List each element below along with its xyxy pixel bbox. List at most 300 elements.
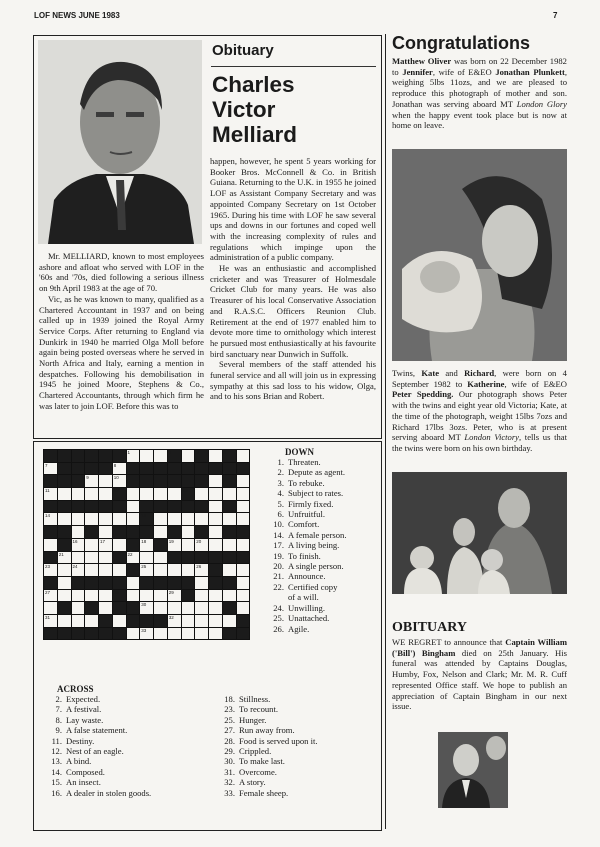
clue bbox=[219, 777, 318, 787]
answer-cell[interactable] bbox=[112, 538, 126, 551]
answer-cell[interactable] bbox=[57, 576, 71, 589]
answer-cell[interactable] bbox=[99, 589, 113, 602]
answer-cell[interactable] bbox=[71, 538, 85, 551]
bingham-photo bbox=[438, 732, 508, 808]
obituary-label: Obituary bbox=[212, 42, 274, 59]
answer-cell[interactable] bbox=[167, 488, 181, 501]
answer-cell[interactable] bbox=[209, 450, 223, 463]
answer-cell[interactable] bbox=[112, 462, 126, 475]
clue bbox=[268, 561, 346, 571]
black-square bbox=[209, 462, 223, 475]
answer-cell[interactable] bbox=[236, 564, 250, 577]
answer-cell[interactable] bbox=[99, 488, 113, 501]
clue bbox=[219, 704, 318, 714]
answer-cell[interactable] bbox=[154, 488, 168, 501]
answer-cell[interactable] bbox=[99, 551, 113, 564]
answer-cell[interactable] bbox=[222, 564, 236, 577]
answer-cell[interactable] bbox=[236, 488, 250, 501]
answer-cell[interactable] bbox=[57, 488, 71, 501]
twin-name: Kate bbox=[421, 368, 440, 378]
answer-cell[interactable] bbox=[181, 450, 195, 463]
black-square bbox=[181, 500, 195, 513]
black-square bbox=[236, 526, 250, 539]
clue bbox=[268, 613, 346, 623]
black-square bbox=[236, 627, 250, 640]
cell-number: 28 bbox=[113, 589, 119, 595]
answer-cell[interactable] bbox=[99, 564, 113, 577]
black-square bbox=[154, 614, 168, 627]
answer-cell[interactable] bbox=[44, 589, 58, 602]
answer-cell[interactable] bbox=[71, 551, 85, 564]
clue-number: 6. bbox=[277, 509, 284, 520]
answer-cell[interactable] bbox=[126, 551, 140, 564]
clue-text: An insect. bbox=[66, 777, 101, 788]
clue bbox=[268, 592, 346, 602]
down-clues bbox=[268, 457, 346, 634]
clue-number: 13. bbox=[51, 756, 62, 767]
text-run: died on 25th January. His funeral was attended by Captains Douglas, Humby, Fox, Nelson and Clark; Mr. M. R. Cuff represented Office staff. We hope to publish an appreciation of Captain Bingham in our next issue. bbox=[392, 647, 567, 712]
black-square bbox=[181, 576, 195, 589]
across-clues-1 bbox=[46, 694, 151, 798]
text-run: was born on 22 December 1982 to bbox=[392, 56, 567, 77]
clue-number: 11. bbox=[51, 735, 62, 746]
answer-cell[interactable] bbox=[85, 551, 99, 564]
black-square bbox=[85, 627, 99, 640]
answer-cell[interactable] bbox=[154, 627, 168, 640]
father-name: Jonathan Plunkett bbox=[495, 66, 565, 77]
clue-number: 4. bbox=[277, 488, 284, 499]
cell-number: 26 bbox=[196, 564, 202, 570]
clue bbox=[268, 551, 346, 561]
clue bbox=[219, 725, 318, 735]
answer-cell[interactable] bbox=[209, 602, 223, 615]
black-square bbox=[222, 500, 236, 513]
clue bbox=[219, 746, 318, 756]
name-line-3: Melliard bbox=[212, 122, 298, 147]
obituary-paragraph: Vic, as he was known to many, qualified as a Chartered Accountant in 1937 and on being called up in 1939 joined the Royal Army Service Corps. After returning to England via Dunkirk in 1940 he married Olga Moll before again being posted overseas where he served in North Africa and Italy, earning a mention in despatches. Following his demobilisation in 1945 he joined Moore, Stephens & Co., Chartered Accountants, through which firm he was later to join LOF. Before this was to bbox=[39, 293, 204, 411]
answer-cell[interactable] bbox=[126, 589, 140, 602]
answer-cell[interactable] bbox=[44, 462, 58, 475]
answer-cell[interactable] bbox=[181, 513, 195, 526]
clue-number: 23. bbox=[224, 704, 235, 715]
answer-cell[interactable] bbox=[44, 488, 58, 501]
cell-number: 29 bbox=[168, 589, 174, 595]
black-square bbox=[57, 475, 71, 488]
text-run: , wife of E&EO bbox=[504, 378, 567, 389]
portrait-photo bbox=[38, 40, 202, 244]
answer-cell[interactable] bbox=[140, 488, 154, 501]
answer-cell[interactable] bbox=[154, 450, 168, 463]
black-square bbox=[167, 450, 181, 463]
answer-cell[interactable] bbox=[209, 475, 223, 488]
answer-cell[interactable] bbox=[222, 614, 236, 627]
answer-cell[interactable] bbox=[154, 551, 168, 564]
answer-cell[interactable] bbox=[195, 564, 209, 577]
black-square bbox=[112, 526, 126, 539]
answer-cell[interactable] bbox=[71, 564, 85, 577]
black-square bbox=[99, 627, 113, 640]
answer-cell[interactable] bbox=[209, 488, 223, 501]
black-square bbox=[236, 462, 250, 475]
black-square bbox=[57, 526, 71, 539]
name-line-2: Victor bbox=[212, 97, 276, 122]
answer-cell[interactable] bbox=[85, 475, 99, 488]
black-square bbox=[167, 462, 181, 475]
text-run: , tells us that the twins were born on his own birthday. bbox=[392, 432, 567, 453]
answer-cell[interactable] bbox=[167, 538, 181, 551]
black-square bbox=[140, 462, 154, 475]
answer-cell[interactable] bbox=[236, 576, 250, 589]
clue bbox=[268, 499, 346, 509]
black-square bbox=[154, 538, 168, 551]
cell-number: 27 bbox=[45, 589, 51, 595]
answer-cell[interactable] bbox=[126, 488, 140, 501]
black-square bbox=[154, 475, 168, 488]
cell-number: 32 bbox=[168, 614, 174, 620]
cell-number: 9 bbox=[86, 475, 89, 481]
answer-cell[interactable] bbox=[140, 589, 154, 602]
black-square bbox=[167, 526, 181, 539]
black-square bbox=[140, 475, 154, 488]
answer-cell[interactable] bbox=[99, 602, 113, 615]
black-square bbox=[140, 576, 154, 589]
answer-cell[interactable] bbox=[181, 538, 195, 551]
answer-cell[interactable] bbox=[126, 500, 140, 513]
clue-text: Destiny. bbox=[66, 735, 95, 746]
clue-text: Food is served upon it. bbox=[239, 735, 318, 746]
black-square bbox=[85, 462, 99, 475]
clue-number: 22. bbox=[273, 581, 284, 592]
black-square bbox=[195, 450, 209, 463]
clue-text: A story. bbox=[239, 777, 266, 788]
clue bbox=[219, 715, 318, 725]
cell-number: 24 bbox=[72, 564, 78, 570]
answer-cell[interactable] bbox=[181, 614, 195, 627]
black-square bbox=[71, 627, 85, 640]
clue-text: To recount. bbox=[239, 704, 279, 715]
clue-number: 8. bbox=[55, 714, 62, 725]
twin-name: Richard bbox=[464, 368, 495, 378]
answer-cell[interactable] bbox=[85, 564, 99, 577]
answer-cell[interactable] bbox=[140, 551, 154, 564]
baby-name: Matthew Oliver bbox=[392, 56, 452, 66]
answer-cell[interactable] bbox=[44, 614, 58, 627]
answer-cell[interactable] bbox=[195, 488, 209, 501]
answer-cell[interactable] bbox=[236, 513, 250, 526]
clue-text: Expected. bbox=[66, 694, 101, 704]
answer-cell[interactable] bbox=[126, 576, 140, 589]
black-square bbox=[85, 500, 99, 513]
bingham-obituary-title: OBITUARY bbox=[392, 620, 467, 635]
clue bbox=[219, 736, 318, 746]
father-name: Peter Spedding. bbox=[392, 389, 454, 400]
obituary-column-1 bbox=[39, 251, 204, 412]
answer-cell[interactable] bbox=[112, 513, 126, 526]
clue bbox=[268, 478, 346, 488]
answer-cell[interactable] bbox=[236, 589, 250, 602]
answer-cell[interactable] bbox=[57, 564, 71, 577]
black-square bbox=[57, 627, 71, 640]
clue-number: 20. bbox=[273, 561, 284, 572]
answer-cell[interactable] bbox=[236, 500, 250, 513]
answer-cell[interactable] bbox=[154, 589, 168, 602]
answer-cell[interactable] bbox=[112, 564, 126, 577]
clue-text: Firmly fixed. bbox=[288, 498, 334, 509]
answer-cell[interactable] bbox=[57, 589, 71, 602]
answer-cell[interactable] bbox=[195, 576, 209, 589]
cell-number: 2 bbox=[168, 450, 172, 455]
across-clues-2 bbox=[219, 694, 318, 798]
answer-cell[interactable] bbox=[154, 564, 168, 577]
answer-cell[interactable] bbox=[112, 475, 126, 488]
clue-text: Certified copy bbox=[288, 581, 338, 592]
answer-cell[interactable] bbox=[99, 538, 113, 551]
answer-cell[interactable] bbox=[154, 526, 168, 539]
answer-cell[interactable] bbox=[167, 513, 181, 526]
answer-cell[interactable] bbox=[209, 500, 223, 513]
congratulations-item-2 bbox=[392, 368, 567, 454]
clue-text: A female person. bbox=[288, 529, 347, 540]
black-square bbox=[57, 500, 71, 513]
clue-number: 31. bbox=[224, 766, 235, 777]
ship-name: London Victory bbox=[464, 432, 519, 443]
answer-cell[interactable] bbox=[222, 488, 236, 501]
clue-text: Hunger. bbox=[239, 714, 267, 725]
answer-cell[interactable] bbox=[222, 538, 236, 551]
answer-cell[interactable] bbox=[154, 513, 168, 526]
clue-number: 25. bbox=[273, 613, 284, 624]
answer-cell[interactable] bbox=[195, 627, 209, 640]
cell-number: 21 bbox=[58, 551, 64, 557]
answer-cell[interactable] bbox=[71, 488, 85, 501]
answer-cell[interactable] bbox=[236, 475, 250, 488]
answer-cell[interactable] bbox=[195, 614, 209, 627]
ship-name: London Glory bbox=[516, 98, 567, 109]
column-divider bbox=[385, 34, 386, 829]
crossword-grid bbox=[43, 449, 250, 640]
clue-text: Threaten. bbox=[288, 457, 321, 467]
answer-cell[interactable] bbox=[85, 614, 99, 627]
clue bbox=[219, 767, 318, 777]
answer-cell[interactable] bbox=[167, 614, 181, 627]
answer-cell[interactable] bbox=[112, 614, 126, 627]
black-square bbox=[195, 551, 209, 564]
answer-cell[interactable] bbox=[222, 589, 236, 602]
text-run: Twins, bbox=[392, 368, 422, 378]
black-square bbox=[126, 614, 140, 627]
answer-cell[interactable] bbox=[181, 602, 195, 615]
answer-cell[interactable] bbox=[140, 602, 154, 615]
text-run: and bbox=[439, 368, 465, 378]
answer-cell[interactable] bbox=[167, 589, 181, 602]
black-square bbox=[195, 500, 209, 513]
answer-cell[interactable] bbox=[195, 589, 209, 602]
answer-cell[interactable] bbox=[57, 551, 71, 564]
answer-cell[interactable] bbox=[57, 614, 71, 627]
black-square bbox=[44, 526, 58, 539]
answer-cell[interactable] bbox=[71, 589, 85, 602]
answer-cell[interactable] bbox=[181, 564, 195, 577]
black-square bbox=[112, 450, 126, 463]
answer-cell[interactable] bbox=[71, 602, 85, 615]
answer-cell[interactable] bbox=[44, 564, 58, 577]
answer-cell[interactable] bbox=[71, 513, 85, 526]
clue bbox=[268, 582, 346, 592]
answer-cell[interactable] bbox=[71, 526, 85, 539]
answer-cell[interactable] bbox=[209, 513, 223, 526]
black-square bbox=[112, 551, 126, 564]
answer-cell[interactable] bbox=[181, 526, 195, 539]
answer-cell[interactable] bbox=[195, 513, 209, 526]
black-square bbox=[57, 462, 71, 475]
answer-cell[interactable] bbox=[44, 602, 58, 615]
answer-cell[interactable] bbox=[209, 589, 223, 602]
answer-cell[interactable] bbox=[236, 538, 250, 551]
answer-cell[interactable] bbox=[236, 602, 250, 615]
answer-cell[interactable] bbox=[85, 513, 99, 526]
black-square bbox=[181, 475, 195, 488]
clue-number: 17. bbox=[273, 540, 284, 551]
black-square bbox=[44, 551, 58, 564]
black-square bbox=[140, 513, 154, 526]
congratulations-title: Congratulations bbox=[392, 33, 530, 53]
black-square bbox=[222, 602, 236, 615]
family-photo bbox=[392, 472, 567, 594]
cell-number: 17 bbox=[100, 538, 106, 544]
black-square bbox=[236, 614, 250, 627]
clue-number: 14. bbox=[51, 766, 62, 777]
answer-cell[interactable] bbox=[126, 513, 140, 526]
black-square bbox=[71, 450, 85, 463]
black-square bbox=[222, 551, 236, 564]
clue-text: Nest of an eagle. bbox=[66, 746, 124, 757]
clue bbox=[46, 756, 151, 766]
answer-cell[interactable] bbox=[167, 602, 181, 615]
obituary-paragraph: happen, however, he spent 5 years working for Booker Bros. McConnell & Co. in British Guiana. Returning to the U.K. in 1955 he joined LOF as Assistant Company Secretary and was appointed Company Secretary on 1st October 1965. During his time with LOF he saw several ups and downs in our fortunes and coped well with the increasing complexity of rules and regulations which impinge upon the administration of a public company. bbox=[210, 156, 376, 263]
black-square bbox=[112, 627, 126, 640]
black-square bbox=[209, 564, 223, 577]
answer-cell[interactable] bbox=[99, 513, 113, 526]
answer-cell[interactable] bbox=[209, 538, 223, 551]
black-square bbox=[181, 488, 195, 501]
black-square bbox=[167, 551, 181, 564]
answer-cell[interactable] bbox=[195, 538, 209, 551]
answer-cell[interactable] bbox=[140, 538, 154, 551]
clue bbox=[268, 530, 346, 540]
clue-number: 12. bbox=[51, 746, 62, 757]
clue-text: Announce. bbox=[288, 571, 326, 582]
black-square bbox=[222, 627, 236, 640]
clue-text: Stillness. bbox=[239, 694, 271, 704]
obituary-paragraph: Several members of the staff attended his funeral service and all will join us in expressing sympathy at this sad loss to his widow, Olga, and to his sons Brian and Robert. bbox=[210, 359, 376, 402]
answer-cell[interactable] bbox=[140, 564, 154, 577]
bingham-obituary-text bbox=[392, 637, 567, 712]
black-square bbox=[85, 576, 99, 589]
clue-text: Female sheep. bbox=[239, 787, 289, 798]
black-square bbox=[71, 500, 85, 513]
black-square bbox=[44, 576, 58, 589]
answer-cell[interactable] bbox=[209, 526, 223, 539]
clue-text: Unwilling. bbox=[288, 602, 326, 613]
cell-number: 33 bbox=[141, 627, 147, 633]
answer-cell[interactable] bbox=[71, 614, 85, 627]
answer-cell[interactable] bbox=[57, 513, 71, 526]
answer-cell[interactable] bbox=[99, 475, 113, 488]
black-square bbox=[99, 462, 113, 475]
answer-cell[interactable] bbox=[85, 538, 99, 551]
cell-number: 3 bbox=[196, 450, 199, 455]
answer-cell[interactable] bbox=[126, 450, 140, 463]
clue-text: Lay waste. bbox=[66, 714, 104, 725]
answer-cell[interactable] bbox=[236, 450, 250, 463]
answer-cell[interactable] bbox=[140, 627, 154, 640]
black-square bbox=[140, 500, 154, 513]
black-square bbox=[195, 526, 209, 539]
clue bbox=[268, 467, 346, 477]
black-square bbox=[44, 475, 58, 488]
clue bbox=[46, 736, 151, 746]
text-run: , wife of E&EO bbox=[432, 66, 496, 77]
cell-number: 22 bbox=[127, 551, 133, 557]
answer-cell[interactable] bbox=[222, 513, 236, 526]
running-header: LOF NEWS JUNE 1983 bbox=[34, 11, 120, 20]
clue-text: A dealer in stolen goods. bbox=[66, 787, 152, 798]
cell-number: 11 bbox=[45, 488, 50, 494]
cell-number: 12 bbox=[113, 488, 119, 494]
clue-number: 15. bbox=[51, 777, 62, 788]
black-square bbox=[181, 589, 195, 602]
obituary-paragraph: He was an enthusiastic and accomplished cricketer and was Treasurer of Holmesdale Cricket Club for many years. He was also Treasurer of his local Conservative Association and R.A.S.C. Officers Reunion Club. Retirement at the end of 1977 enabled him to devote more time to ornithology which interest he pursued most enthusiastically at his favourite bird sanctuary near Dunwich in Suffolk. bbox=[210, 263, 376, 359]
clue bbox=[268, 571, 346, 581]
answer-cell[interactable] bbox=[44, 538, 58, 551]
clue bbox=[46, 788, 151, 798]
title-rule bbox=[211, 66, 376, 67]
clue-number: 28. bbox=[224, 735, 235, 746]
clue bbox=[46, 715, 151, 725]
clue-number: 9. bbox=[55, 725, 62, 736]
answer-cell[interactable] bbox=[126, 627, 140, 640]
answer-cell[interactable] bbox=[85, 589, 99, 602]
clue-number: 21. bbox=[273, 571, 284, 582]
answer-cell[interactable] bbox=[99, 526, 113, 539]
answer-cell[interactable] bbox=[181, 627, 195, 640]
answer-cell[interactable] bbox=[44, 513, 58, 526]
black-square bbox=[85, 526, 99, 539]
clue-text: To rebuke. bbox=[288, 477, 325, 488]
black-square bbox=[71, 576, 85, 589]
answer-cell[interactable] bbox=[195, 602, 209, 615]
text-run: when the happy event took place but is now at home on leave. bbox=[392, 109, 567, 131]
clue bbox=[268, 519, 346, 529]
answer-cell[interactable] bbox=[140, 450, 154, 463]
black-square bbox=[154, 462, 168, 475]
mother-name: Katherine bbox=[467, 378, 505, 389]
answer-cell[interactable] bbox=[167, 564, 181, 577]
cell-number: 14 bbox=[45, 513, 51, 519]
cell-number: 23 bbox=[45, 564, 51, 570]
answer-cell[interactable] bbox=[167, 627, 181, 640]
answer-cell[interactable] bbox=[209, 614, 223, 627]
black-square bbox=[126, 602, 140, 615]
black-square bbox=[181, 462, 195, 475]
cell-number: 16 bbox=[72, 538, 78, 544]
black-square bbox=[85, 450, 99, 463]
answer-cell[interactable] bbox=[209, 627, 223, 640]
answer-cell[interactable] bbox=[85, 488, 99, 501]
cell-number: 18 bbox=[141, 538, 147, 544]
black-square bbox=[126, 538, 140, 551]
answer-cell[interactable] bbox=[154, 602, 168, 615]
